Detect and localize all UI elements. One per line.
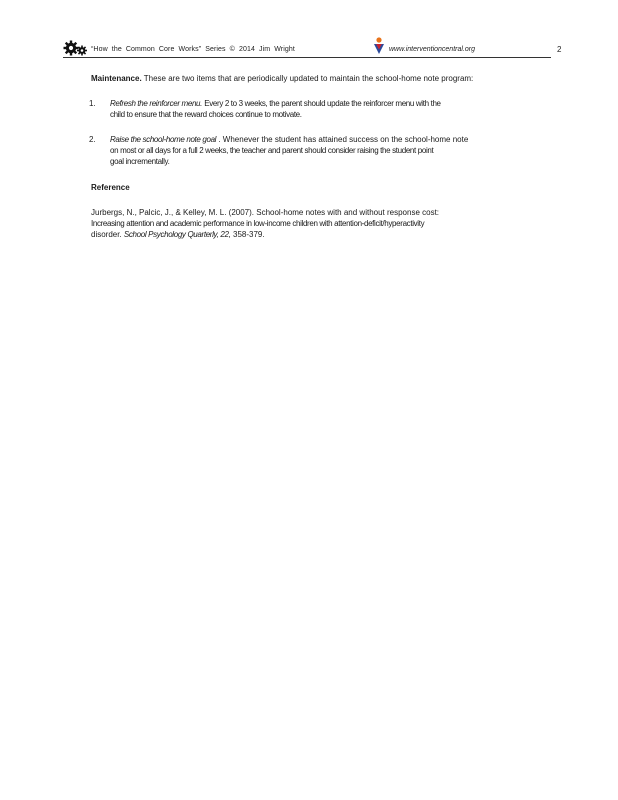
page-number: 2 xyxy=(557,45,562,54)
maintenance-text: These are two items that are periodically updated to maintain the school-home note program: xyxy=(143,74,474,83)
reference-entry xyxy=(91,207,531,240)
reference-journal: School Psychology Quarterly, 22 xyxy=(123,230,229,239)
document-body xyxy=(91,73,531,240)
item-text: goal incrementally. xyxy=(110,157,170,166)
reference-text: Increasing attention and academic performance in low-income children with attention-deficit/hyperactivity xyxy=(91,219,425,228)
gears-icon xyxy=(63,38,89,58)
header-site-text: www.interventioncentral.org xyxy=(389,46,475,53)
list-number: 2. xyxy=(89,135,96,144)
item-text: . Whenever the student has attained success on the school-home note xyxy=(218,135,469,144)
list-item xyxy=(91,98,531,120)
item-text: on most or all days for a full 2 weeks, the teacher and parent should consider raising the student point xyxy=(110,146,434,155)
item-text: Every 2 to 3 weeks, the parent should update the reinforcer menu with the xyxy=(204,99,441,108)
interventioncentral-logo-icon xyxy=(373,37,385,55)
reference-heading: Reference xyxy=(91,183,130,192)
item-title: Raise the school-home note goal xyxy=(110,135,217,144)
reference-pages: , 358-379. xyxy=(228,230,265,239)
list-item xyxy=(91,134,531,167)
header-series-text: “How the Common Core Works” Series © 2014 Jim Wright xyxy=(91,46,295,53)
list-number: 1. xyxy=(89,99,96,108)
maintenance-label: Maintenance. xyxy=(91,74,142,83)
reference-text: disorder. xyxy=(91,230,122,239)
item-text: child to ensure that the reward choices continue to motivate. xyxy=(110,110,302,119)
reference-text: Jurbergs, N., Palcic, J., & Kelley, M. L. (2007). School-home notes with and without response cost: xyxy=(91,208,440,217)
header-rule xyxy=(63,57,551,58)
item-title: Refresh the reinforcer menu. xyxy=(110,99,203,108)
maintenance-paragraph xyxy=(91,73,531,84)
page-header xyxy=(0,0,618,60)
